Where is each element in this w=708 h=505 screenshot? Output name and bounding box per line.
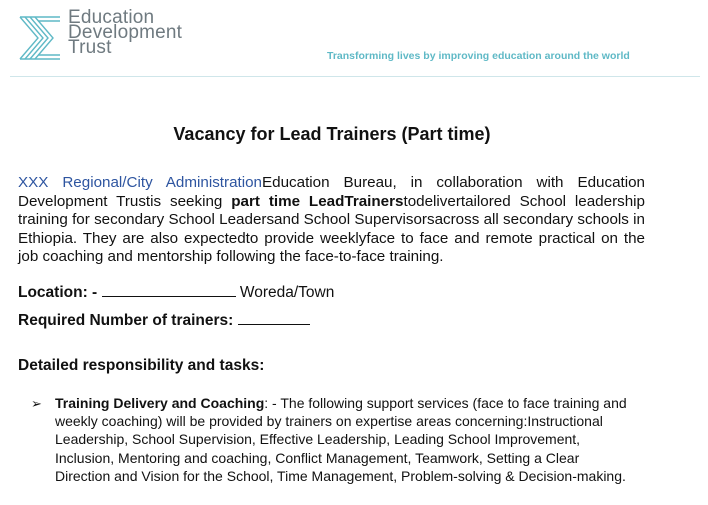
location-blank xyxy=(102,284,236,297)
intro-bold-role: part time LeadTrainers xyxy=(231,192,404,210)
administration-placeholder: XXX Regional/City Administration xyxy=(18,174,263,191)
training-delivery-item xyxy=(55,394,635,485)
intro-text-part2: todelivertailored School leadership training for secondary School Leadersand School Supervisorsacross all secondary schools in Ethiopia. They are also expectedto provide weeklyface to face and remote practical on the job coaching and mentorship following the face-to-face training. xyxy=(18,192,645,265)
location-suffix: Woreda/Town xyxy=(239,284,335,301)
required-trainers-field xyxy=(18,312,310,330)
tagline: Transforming lives by improving education around the world xyxy=(327,50,630,62)
required-trainers-blank xyxy=(238,312,310,325)
location-label: Location: - xyxy=(18,284,98,301)
header-divider xyxy=(10,76,700,77)
responsibilities-heading: Detailed responsibility and tasks: xyxy=(18,357,265,374)
intro-paragraph xyxy=(18,174,645,267)
intro-text-part1: Education Bureau, in collaboration with Education Development Trustis seeking xyxy=(18,174,646,210)
required-trainers-label: Required Number of trainers: xyxy=(18,312,234,329)
document-header xyxy=(0,0,708,80)
logo-wordmark xyxy=(68,7,183,58)
training-delivery-body: : - The following support services (face to face training and weekly coaching) will be provided by trainers on expertise areas concerning:Instructional Leadership, School Supervision, Effective Leadership, Leading School Improvement, Inclusion, Mentoring and coaching, Conflict Management, Teamwork, Setting a Clear Direction and Vision for the School, Time Management, Problem-solving & Decision-making. xyxy=(55,395,627,484)
document-title: Vacancy for Lead Trainers (Part time) xyxy=(173,124,491,144)
logo-line-education: Education xyxy=(68,7,155,28)
training-delivery-title: Training Delivery and Coaching xyxy=(55,395,265,411)
location-field xyxy=(18,284,334,302)
arrow-bullet-icon: ➢ xyxy=(31,396,42,411)
logo-line-trust: Trust xyxy=(68,37,112,58)
education-development-trust-logo-icon xyxy=(18,14,62,62)
logo-line-development: Development xyxy=(68,22,183,43)
